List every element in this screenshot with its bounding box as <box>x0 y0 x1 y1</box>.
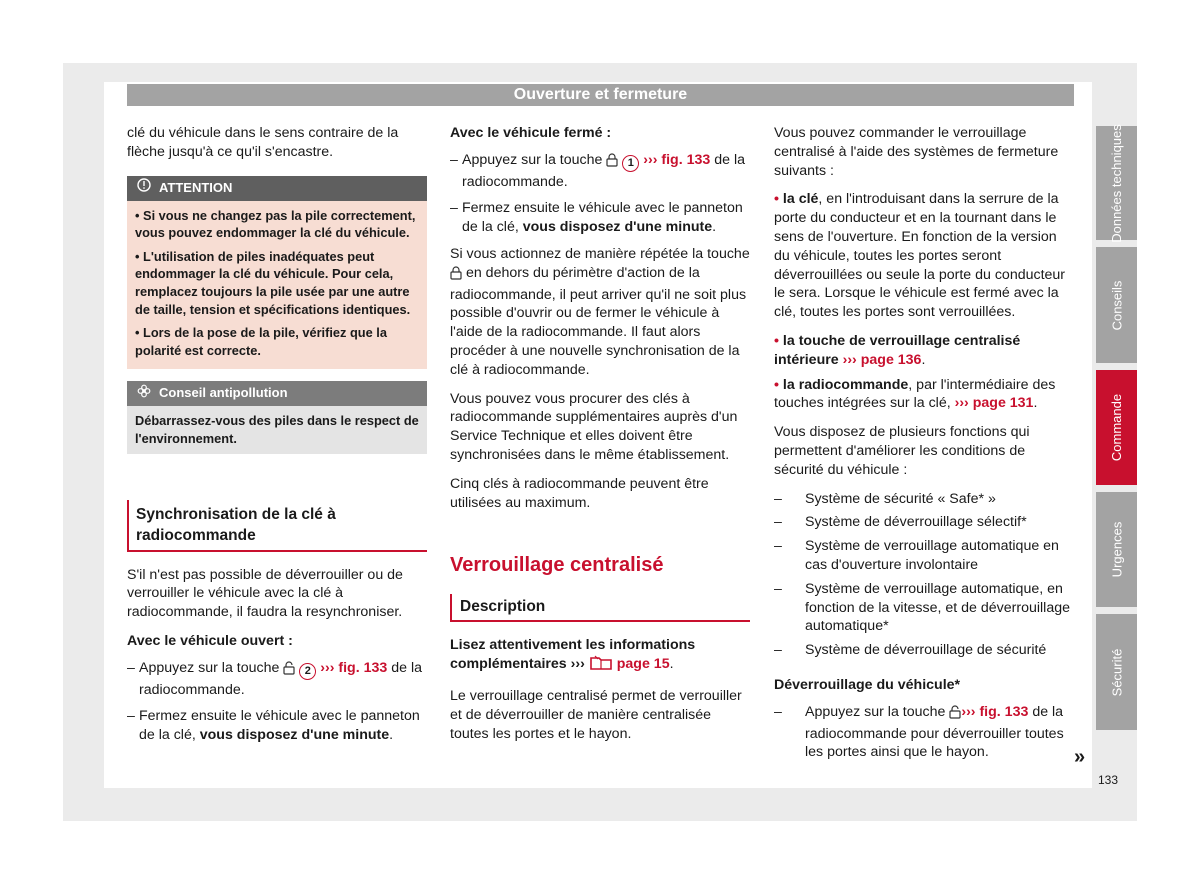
column-1 <box>127 124 427 753</box>
list-item: – Système de sécurité « Safe* » <box>774 490 996 507</box>
repeat-press-text: Si vous actionnez de manière répétée la touche en dehors du périmètre d'action de la radiocommande, il peut arriver qu'il ne soit plus possible d'ouvrir ou de fermer le véhicule à l'aide de la radiocommande. Il faut alors procéder à une nouvelle synchronisation de la clé à radiocommande. <box>450 245 750 378</box>
lock-icon <box>606 153 618 173</box>
key-number-badge: 2 <box>299 663 316 680</box>
read-info-text: Lisez attentivement les informations complémentaires ››› page 15. <box>450 636 750 677</box>
attention-box <box>127 176 427 370</box>
unlock-icon <box>283 661 295 681</box>
fig-reference[interactable]: ››› fig. 133 <box>643 151 711 168</box>
list-item: – Fermez ensuite le véhicule avec le panneton de la clé, vous disposez d'une minute. <box>127 708 420 744</box>
env-title: Conseil antipollution <box>159 385 288 401</box>
list-item: – Système de verrouillage automatique en cas d'ouverture involontaire <box>774 538 1059 573</box>
continue-mark: » <box>1074 746 1086 768</box>
attention-icon <box>137 178 151 198</box>
bullet-item: • la clé, en l'introduisant dans la serrure de la porte du conducteur et en la tournant dans le sens de l'ouverture. En fonction de la version du véhicule, toutes les portes seront déverrouillées ou seule la porte du conducteur le sera. Lorsque le véhicule est fermé avec la clé, toutes les portes sont verrouillées. <box>774 191 1066 321</box>
env-header <box>127 381 427 406</box>
fig-reference[interactable]: ››› fig. 133 <box>320 659 388 676</box>
page-number: 133 <box>1098 773 1119 787</box>
attention-item: • L'utilisation de piles inadéquates peut endommager la clé du véhicule. Pour cela, remplacez toujours la pile usée par une autre de taille, tension et spécifications identiques. <box>135 248 411 317</box>
intro-text: Vous pouvez commander le verrouillage centralisé à l'aide des systèmes de fermeture suivants : <box>774 125 1059 179</box>
list-item: – Appuyez sur la touche ››› fig. 133 de la radiocommande pour déverrouiller toutes les portes ainsi que le hayon. <box>774 703 1064 761</box>
tab-urgences[interactable]: Urgences <box>1096 492 1137 607</box>
page-reference[interactable]: ››› page 136 <box>842 351 922 368</box>
tab-commande[interactable]: Commande <box>1096 370 1137 485</box>
unlock-icon <box>949 705 961 725</box>
bullet-item: • la touche de verrouillage centralisé intérieure ››› page 136. <box>774 332 1021 368</box>
closed-heading: Avec le véhicule fermé : <box>450 125 612 141</box>
book-ref-icon <box>589 655 613 677</box>
page-reference[interactable]: ››› page 131 <box>954 395 1034 412</box>
chapter-header: Ouverture et fermeture <box>127 84 1074 106</box>
key-number-badge: 1 <box>622 155 639 172</box>
list-item: – Fermez ensuite le véhicule avec le panneton de la clé, vous disposez d'une minute. <box>450 200 743 236</box>
list-item: – Appuyez sur la touche 2 ››› fig. 133 de la radiocommande. <box>127 659 422 698</box>
list-item: – Système de déverrouillage de sécurité <box>774 642 1047 659</box>
max-keys-text: Cinq clés à radiocommande peuvent être utilisées au maximum. <box>450 475 709 511</box>
unlock-heading: Déverrouillage du véhicule* <box>774 676 961 693</box>
column-2 <box>450 124 750 753</box>
intro-text: clé du véhicule dans le sens contraire de la flèche jusqu'à ce qu'il s'encastre. <box>127 125 399 160</box>
list-item: – Système de verrouillage automatique, en fonction de la vitesse, et de déverrouillage automatique* <box>774 580 1070 635</box>
column-3 <box>774 124 1074 770</box>
list-item: – Appuyez sur la touche 1 ››› fig. 133 de la radiocommande. <box>450 151 745 190</box>
chapter-title: Verrouillage centralisé <box>450 554 664 577</box>
page-reference[interactable]: page 15 <box>616 656 670 673</box>
open-heading: Avec le véhicule ouvert : <box>127 632 293 649</box>
tab-securite[interactable]: Sécurité <box>1096 614 1137 730</box>
env-box <box>127 381 427 453</box>
lock-icon <box>450 266 462 286</box>
env-body: Débarrassez-vous des piles dans le respect de l'environnement. <box>127 406 427 453</box>
central-lock-text: Le verrouillage centralisé permet de verrouiller et de déverrouiller de manière centralisée toutes les portes et le hayon. <box>450 687 742 742</box>
attention-item: • Lors de la pose de la pile, vérifiez que la polarité est correcte. <box>135 325 387 358</box>
security-functions-text: Vous disposez de plusieurs fonctions qui permettent d'améliorer les conditions de sécurité du véhicule : <box>774 424 1030 478</box>
attention-header <box>127 176 427 201</box>
extra-keys-text: Vous pouvez vous procurer des clés à radiocommande supplémentaires auprès d'un Service Technique et elles doivent être synchronisées dans le même établissement. <box>450 390 738 463</box>
attention-item: • Si vous ne changez pas la pile correctement, vous pouvez endommager la clé du véhicule. <box>135 207 416 241</box>
flower-icon <box>137 384 151 404</box>
fig-reference[interactable]: ››› fig. 133 <box>961 703 1029 720</box>
attention-body <box>127 201 427 370</box>
list-item: – Système de déverrouillage sélectif* <box>774 514 1027 531</box>
attention-title: ATTENTION <box>159 179 233 195</box>
section-title-description: Description <box>450 594 750 622</box>
tab-donnees-techniques[interactable]: Données techniques <box>1096 126 1137 240</box>
bullet-item: • la radiocommande, par l'intermédiaire des touches intégrées sur la clé, ››› page 131. <box>774 376 1056 412</box>
tab-conseils[interactable]: Conseils <box>1096 247 1137 363</box>
sync-text: S'il n'est pas possible de déverrouiller ou de verrouiller le véhicule avec la clé à radiocommande, il faudra la resynchroniser. <box>127 566 403 621</box>
section-title-sync: Synchronisation de la clé à radiocommande <box>127 500 427 552</box>
